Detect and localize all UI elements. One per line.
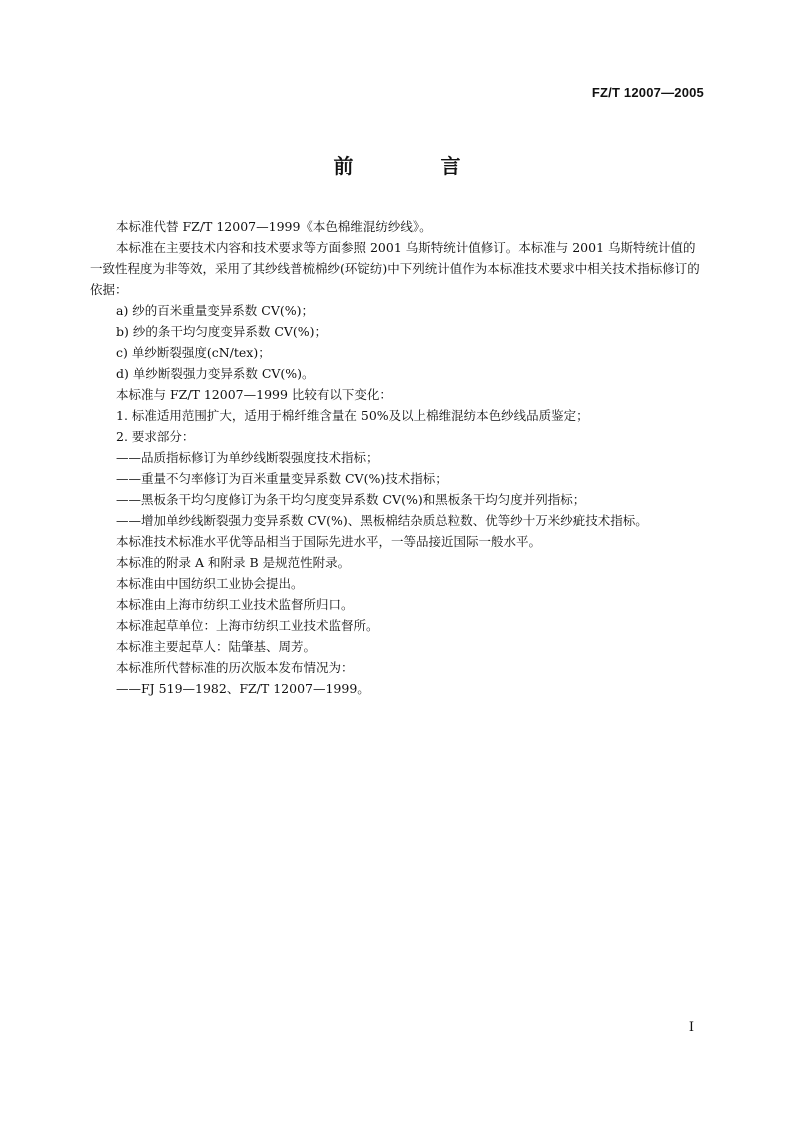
- change-item-1: 1. 标准适用范围扩大，适用于棉纤维含量在 50%及以上棉维混纺本色纱线品质鉴定；: [116, 408, 589, 423]
- paragraph-annex: 本标准的附录 A 和附录 B 是规范性附录。: [116, 555, 351, 570]
- dash-item-added: ——增加单纱线断裂强力变异系数 CV(%)、黑板棉结杂质总粒数、优等纱十万米纱疵技术指标。: [116, 513, 648, 528]
- dash-item-quality: ——品质指标修订为单纱线断裂强度技术指标；: [116, 450, 379, 465]
- paragraph-level: 本标准技术标准水平优等品相当于国际先进水平，一等品接近国际一般水平。: [116, 534, 542, 549]
- standard-code: FZ/T 12007—2005: [591, 85, 704, 100]
- paragraph-history-intro: 本标准所代替标准的历次版本发布情况为：: [116, 660, 354, 675]
- paragraph-replaces: 本标准代替 FZ/T 12007—1999《本色棉维混纺纱线》。: [116, 219, 432, 234]
- page-number: I: [688, 1020, 694, 1035]
- dash-item-evenness: ——黑板条干均匀度修订为条干均匀度变异系数 CV(%)和黑板条干均匀度并列指标；: [116, 492, 586, 507]
- paragraph-changes-intro: 本标准与 FZ/T 12007—1999 比较有以下变化：: [116, 387, 392, 402]
- list-item-a: a) 纱的百米重量变异系数 CV(%)；: [116, 303, 314, 318]
- foreword-body: [90, 216, 704, 699]
- paragraph-centralized: 本标准由上海市纺织工业技术监督所归口。: [116, 597, 354, 612]
- list-item-d: d) 单纱断裂强力变异系数 CV(%)。: [116, 366, 315, 381]
- paragraph-reference-basis: 本标准在主要技术内容和技术要求等方面参照 2001 乌斯特统计值修订。本标准与 2001 乌斯特统计值的一致性程度为非等效，采用了其纱线普梳棉纱(环锭纺)中下列统计值作为本标准技术要求中相关技术指标修订的依据：: [90, 240, 700, 297]
- paragraph-drafting-unit: 本标准起草单位：上海市纺织工业技术监督所。: [116, 618, 379, 633]
- dash-item-history: ——FJ 519—1982、FZ/T 12007—1999。: [116, 681, 370, 696]
- list-item-c: c) 单纱断裂强度(cN/tex)；: [116, 345, 271, 360]
- page-title: 前 言: [333, 154, 501, 178]
- list-item-b: b) 纱的条干均匀度变异系数 CV(%)；: [116, 324, 328, 339]
- paragraph-drafters: 本标准主要起草人：陆肇基、周芳。: [116, 639, 317, 654]
- paragraph-proposed: 本标准由中国纺织工业协会提出。: [116, 576, 304, 591]
- dash-item-weight: ——重量不匀率修订为百米重量变异系数 CV(%)技术指标；: [116, 471, 448, 486]
- change-item-2: 2. 要求部分：: [116, 429, 195, 444]
